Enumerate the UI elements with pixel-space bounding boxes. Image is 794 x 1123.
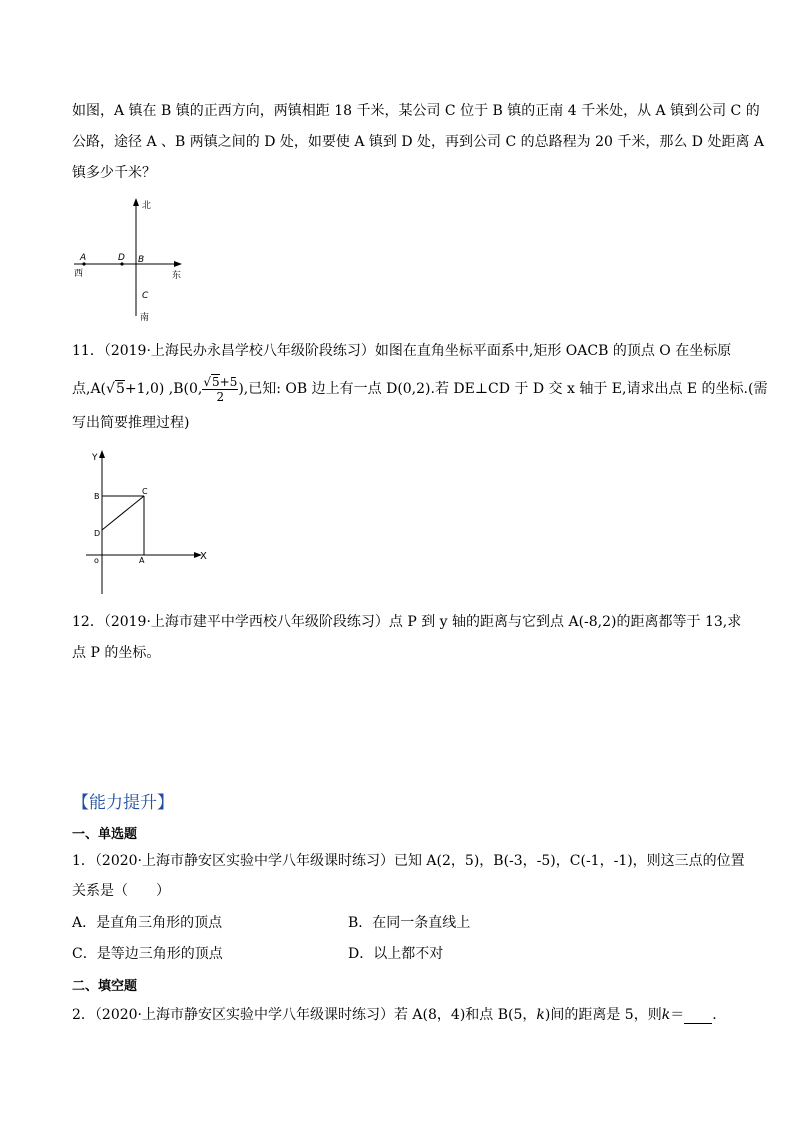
q11-frac-sqrt-5: 5 — [212, 374, 220, 389]
mc1-option-c: C．是等边三角形的顶点 — [72, 946, 223, 962]
q11-point-o: o — [94, 556, 99, 565]
q11-axis-x-label: X — [200, 551, 207, 562]
q11-point-d: D — [94, 529, 101, 538]
q11-coordinate-figure — [84, 448, 214, 598]
q11-frac-sqrt-symbol: √ — [203, 374, 211, 389]
q11-frac-num-rest: +5 — [219, 374, 238, 389]
mc1-option-b: B．在同一条直线上 — [348, 915, 471, 931]
mc1-line-2: 关系是（ ） — [72, 883, 170, 899]
q10-point-a: A — [80, 253, 87, 263]
mc1-option-d: D．以上都不对 — [348, 946, 444, 962]
q10-line-2: 公路，途径 A 、B 两镇之间的 D 处，如要使 A 镇到 D 处，再到公司 C 的总路程为 20 千米，那么 D 处距离 A — [72, 134, 765, 150]
q10-south-label: 南 — [140, 313, 150, 323]
q11-axis-y-label: Y — [92, 453, 98, 463]
q11-point-b: B — [94, 492, 100, 501]
fill2-text-a: 2．（2020·上海市静安区实验中学八年级课时练习）若 A(8，4)和点 B(5， — [72, 1007, 537, 1023]
q10-point-d: D — [118, 253, 125, 263]
q10-west-label: 西 — [74, 269, 84, 279]
fill2-answer-blank[interactable] — [684, 1009, 712, 1024]
fill2-text-c: ＝ — [670, 1007, 685, 1023]
q11-sqrt-5: 5 — [115, 381, 125, 397]
q10-point-b: B — [138, 255, 145, 265]
section-heading: 【能力提升】 — [72, 793, 174, 813]
q11-line-3: 写出简要推理过程) — [72, 415, 190, 431]
subsection-single-choice: 一、单选题 — [72, 827, 138, 842]
q11-line-1: 11．（2019·上海民办永昌学校八年级阶段练习）如图在直角坐标平面系中,矩形 OACB 的顶点 O 在坐标原 — [72, 343, 732, 359]
q10-line-1: 如图，A 镇在 B 镇的正西方向，两镇相距 18 千米，某公司 C 位于 B 镇的正南 4 千米处，从 A 镇到公司 C 的 — [72, 103, 760, 119]
q12-line-2: 点 P 的坐标。 — [72, 645, 161, 661]
q10-compass-figure — [66, 196, 196, 326]
q10-north-label: 北 — [142, 201, 152, 211]
q10-line-3: 镇多少千米？ — [72, 165, 156, 181]
q11-sqrt-symbol: √ — [106, 381, 115, 397]
q10-point-c: C — [142, 291, 149, 301]
subsection-fill-in: 二、填空题 — [72, 979, 138, 994]
q11-text-c: ),已知: OB 边上有一点 D(0,2).若 DE⊥CD 于 D 交 x 轴于 E,请求出点 E 的坐标.(需 — [238, 381, 768, 397]
q10-east-label: 东 — [172, 271, 182, 281]
fill2-text-b: )间的距离是 5，则 — [544, 1007, 662, 1023]
fill2-var-k1: k — [536, 1007, 545, 1023]
q11-line-2 — [72, 372, 767, 406]
fill2-var-k2: k — [661, 1007, 671, 1023]
mc1-option-a: A．是直角三角形的顶点 — [72, 915, 223, 931]
fill2-line — [72, 1006, 717, 1024]
q11-text-b: +1,0) ,B(0, — [124, 381, 203, 397]
q11-fraction — [202, 375, 238, 404]
q12-line-1: 12．（2019·上海市建平中学西校八年级阶段练习）点 P 到 y 轴的距离与它到点 A(-8,2)的距离都等于 13,求 — [72, 614, 742, 630]
q11-point-a: A — [139, 556, 145, 565]
fill2-text-d: . — [712, 1007, 717, 1023]
q11-frac-den: 2 — [216, 389, 225, 404]
q11-text-a: 点,A( — [72, 381, 107, 397]
q11-point-c: C — [142, 487, 148, 496]
mc1-line-1: 1．（2020·上海市静安区实验中学八年级课时练习）已知 A(2，5)，B(-3，-5)，C(-1，-1)，则这三点的位置 — [72, 853, 745, 869]
